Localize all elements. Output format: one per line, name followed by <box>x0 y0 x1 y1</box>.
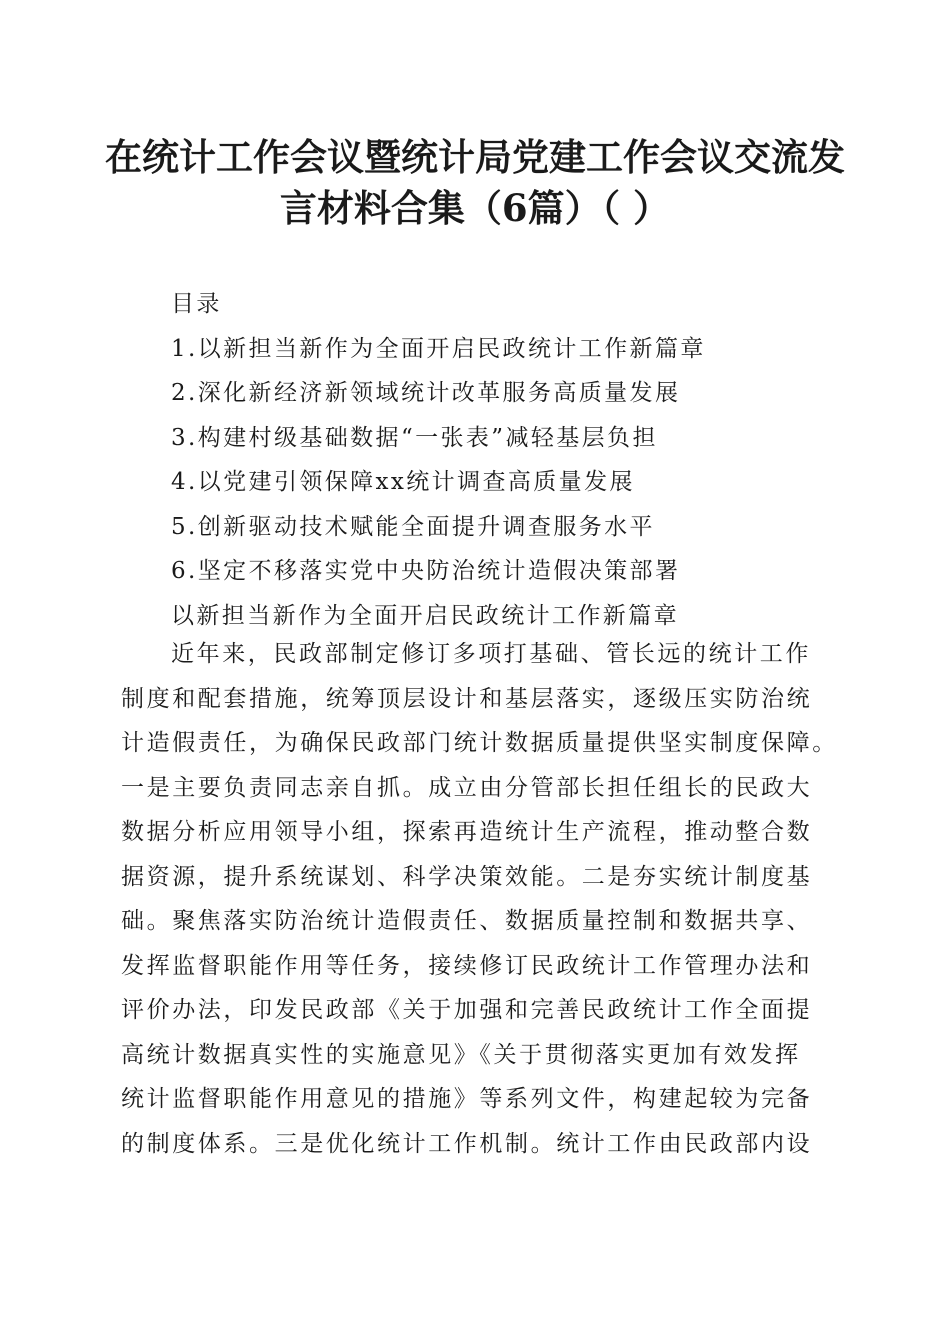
toc-item: 1.以新担当新作为全面开启民政统计工作新篇章 <box>171 335 706 362</box>
toc-item: 3.构建村级基础数据“一张表”减轻基层负担 <box>171 424 658 451</box>
table-of-contents <box>171 282 851 638</box>
paragraph-line: 计造假责任，为确保民政部门统计数据质量提供坚实制度保障。 <box>121 730 838 756</box>
section-heading: 以新担当新作为全面开启民政统计工作新篇章 <box>171 602 679 629</box>
paragraph-line: 数据分析应用领导小组，探索再造统计生产流程，推动整合数 <box>121 819 813 845</box>
title-line-2: 言材料合集（6篇）（ ） <box>279 186 671 230</box>
title-line-1: 在统计工作会议暨统计局党建工作会议交流发 <box>105 135 845 179</box>
toc-item: 6.坚定不移落实党中央防治统计造假决策部署 <box>171 558 681 584</box>
paragraph-line: 近年来，民政部制定修订多项打基础、管长远的统计工作 <box>171 641 811 667</box>
paragraph-line: 发挥监督职能作用等任务，接续修订民政统计工作管理办法和 <box>121 952 813 979</box>
body-paragraph <box>121 632 838 1166</box>
paragraph-line: 评价办法，印发民政部《关于加强和完善民政统计工作全面提 <box>121 997 813 1023</box>
paragraph-line: 制度和配套措施，统筹顶层设计和基层落实，逐级压实防治统 <box>121 685 813 712</box>
document-title <box>100 132 850 234</box>
paragraph-line: 的制度体系。三是优化统计工作机制。统计工作由民政部内设 <box>121 1130 813 1157</box>
paragraph-line: 统计监督职能作用意见的措施》等系列文件，构建起较为完备 <box>121 1086 813 1112</box>
paragraph-line: 一是主要负责同志亲自抓。成立由分管部长担任组长的民政大 <box>121 774 813 801</box>
toc-heading: 目录 <box>171 291 222 317</box>
toc-item: 2.深化新经济新领域统计改革服务高质量发展 <box>171 380 681 406</box>
paragraph-line: 础。聚焦落实防治统计造假责任、数据质量控制和数据共享、 <box>121 908 813 934</box>
toc-item: 5.创新驱动技术赋能全面提升调查服务水平 <box>171 513 655 540</box>
paragraph-line: 高统计数据真实性的实施意见》《关于贯彻落实更加有效发挥 <box>121 1041 801 1068</box>
paragraph-line: 据资源，提升系统谋划、科学决策效能。二是夯实统计制度基 <box>121 863 813 890</box>
toc-item: 4.以党建引领保障xx统计调查高质量发展 <box>171 469 635 495</box>
